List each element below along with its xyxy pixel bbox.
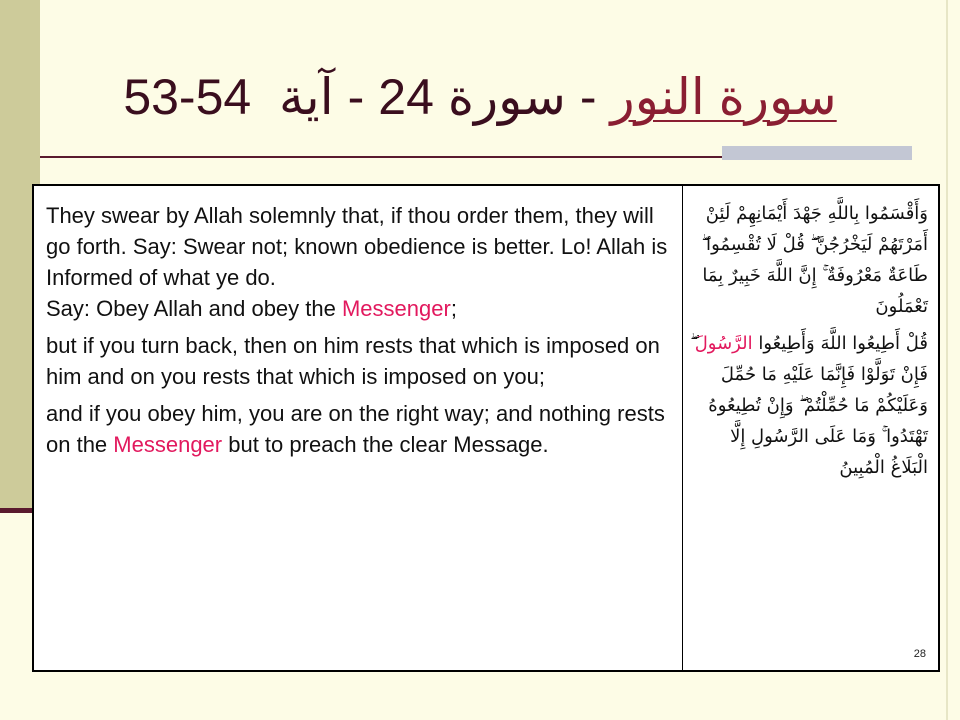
english-verse-54-part2: but if you turn back, then on him rests that which is imposed on him and on you rests that which is imposed on you; [46, 333, 660, 389]
title-rule-accent-block [722, 146, 912, 160]
slide-title [0, 52, 960, 142]
arabic-text-cell [690, 198, 928, 483]
highlight-messenger: Messenger [341, 296, 451, 321]
surah-number: 24 [378, 69, 434, 125]
english-verse-54-part3: and if you obey him, you are on the right way; and nothing rests on the Messenger but to preach the clear Message. [46, 401, 665, 457]
english-translation-cell [46, 200, 672, 460]
english-verse-54-part1: Say: Obey Allah and obey the Messenger; [46, 296, 457, 321]
arabic-verse-53: وَأَقْسَمُوا بِاللَّهِ جَهْدَ أَيْمَانِهِمْ لَئِنْ أَمَرْتَهُمْ لَيَخْرُجُنَّ ۖ قُلْ لَا تُقْسِمُوا ۖ طَاعَةٌ مَعْرُوفَةٌ ۚ إِنَّ اللَّهَ خَبِيرٌ بِمَا تَعْمَلُونَ [701, 203, 928, 317]
surah-label: سورة [447, 69, 566, 125]
arabic-verse-54: قُلْ أَطِيعُوا اللَّهَ وَأَطِيعُوا الرَّسُولَ ۖ فَإِنْ تَوَلَّوْا فَإِنَّمَا عَلَيْهِ مَا حُمِّلَ وَعَلَيْكُمْ مَا حُمِّلْتُمْ ۖ وَإِنْ تُطِيعُوهُ تَهْتَدُوا ۚ وَمَا عَلَى الرَّسُولِ إِلَّا الْبَلَاغُ الْمُبِينُ [690, 333, 928, 478]
column-divider [682, 186, 683, 670]
ayah-range: 53-54 [123, 69, 252, 125]
english-verse-53: They swear by Allah solemnly that, if thou order them, they will go forth. Say: Swear not; known obedience is better. Lo! Allah is Informed of what ye do. [46, 203, 668, 290]
arabic-highlight-messenger: الرَّسُولَ [694, 333, 753, 354]
verse-table [32, 184, 940, 672]
surah-name-link[interactable]: سورة النور [610, 69, 837, 125]
highlight-messenger: Messenger [113, 432, 223, 457]
title-separator: - [579, 69, 597, 125]
page-number: 28 [913, 648, 926, 660]
ayah-label: آية [279, 69, 334, 125]
title-dash: - [347, 69, 365, 125]
